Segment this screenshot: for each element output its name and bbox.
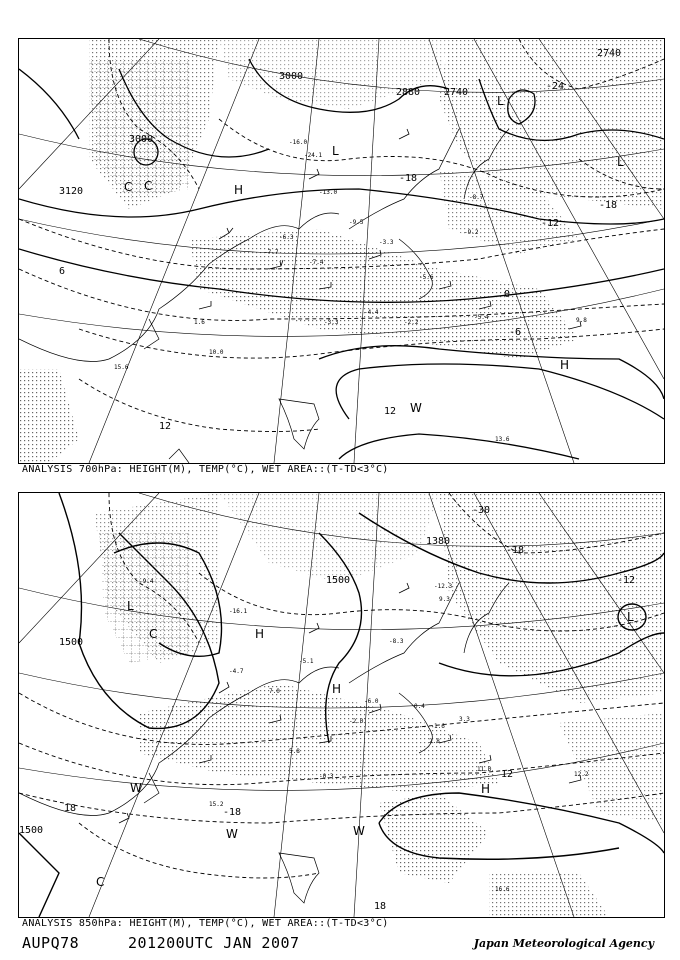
high-center: H <box>255 627 265 641</box>
height-label: 1500 <box>59 637 84 648</box>
temp-label: -12 <box>617 575 636 586</box>
station-value: 3.3 <box>459 716 470 723</box>
height-label: 1380 <box>426 536 451 547</box>
temp-label: 12 <box>159 421 172 432</box>
height-label: 2740 <box>444 87 469 98</box>
station-value: -0.3 <box>319 773 334 780</box>
low-center: L <box>332 144 339 158</box>
height-label: 2740 <box>597 48 622 59</box>
station-value: -8.7 <box>469 194 484 201</box>
station-value: -7.7 <box>264 249 279 256</box>
station-value: 11.0 <box>477 766 492 773</box>
temp-label: -30 <box>472 505 491 516</box>
height-label: 3000 <box>129 134 154 145</box>
station-value: -4.4 <box>364 309 379 316</box>
station-value: 15.2 <box>209 801 224 808</box>
station-value: -7.4 <box>309 259 324 266</box>
station-value: -9.2 <box>464 229 479 236</box>
height-label: 3120 <box>59 186 84 197</box>
station-value: 12.2 <box>574 771 589 778</box>
station-value: -16.1 <box>229 608 248 615</box>
station-value: -13.0 <box>319 189 338 196</box>
station-value: -16.0 <box>289 139 308 146</box>
low-center: L <box>617 155 624 169</box>
temp-label: 12 <box>501 769 514 780</box>
station-value: -2.2 <box>404 319 419 326</box>
station-value: 1.6 <box>434 723 445 730</box>
station-value: 0.4 <box>414 703 425 710</box>
temp-label: 18 <box>64 803 77 814</box>
valid-time: 201200UTC JAN 2007 <box>128 934 300 952</box>
cold-center: C <box>144 179 153 193</box>
station-value: -5.1 <box>299 658 314 665</box>
station-value: -6.3 <box>279 234 294 241</box>
agency-name: Japan Meteorological Agency <box>473 937 654 950</box>
station-value: 1.6 <box>194 319 205 326</box>
station-value: -3.3 <box>324 319 339 326</box>
station-value: 9.8 <box>576 317 587 324</box>
temp-label: -18 <box>506 545 525 556</box>
caption-700hpa: ANALYSIS 700hPa: HEIGHT(M), TEMP(°C), WET AREA::(T-TD<3°C) <box>22 464 389 475</box>
height-label: 1500 <box>19 825 44 836</box>
station-value: 2.8 <box>429 738 440 745</box>
temp-label: -6 <box>509 327 522 338</box>
cold-center: C <box>96 875 105 889</box>
station-value: 10.0 <box>209 349 224 356</box>
height-label: 2880 <box>396 87 421 98</box>
station-value: -3.3 <box>379 239 394 246</box>
temp-label: -18 <box>399 173 418 184</box>
temp-label: -24 <box>546 81 565 92</box>
station-value: -4.7 <box>229 668 244 675</box>
station-value: -8.3 <box>389 638 404 645</box>
chart-code: AUPQ78 <box>22 934 80 952</box>
cold-center: C <box>149 627 158 641</box>
warm-center: W <box>130 781 142 795</box>
station-value: -2.0 <box>349 718 364 725</box>
map-700hpa-svg <box>19 39 664 463</box>
temp-label: -12 <box>541 218 560 229</box>
station-value: -9.5 <box>349 219 364 226</box>
station-value: 15.6 <box>114 364 129 371</box>
high-center: H <box>481 782 491 796</box>
caption-850hpa: ANALYSIS 850hPa: HEIGHT(M), TEMP(°C), WET AREA::(T-TD<3°C) <box>22 918 389 929</box>
temp-label: -18 <box>223 807 242 818</box>
station-value: 5.8 <box>289 748 300 755</box>
cold-center: C <box>124 180 133 194</box>
low-center: L <box>627 610 634 624</box>
station-value: -5.4 <box>474 314 489 321</box>
station-value: -24.1 <box>304 152 323 159</box>
temp-label: 0 <box>504 289 511 300</box>
station-value: -9.4 <box>139 578 154 585</box>
high-center: H <box>560 358 570 372</box>
wet-area-shading <box>94 493 664 917</box>
map-panel-850hpa <box>18 492 665 918</box>
temp-label: 18 <box>374 901 387 912</box>
station-value: 13.6 <box>495 436 510 443</box>
station-value: 9.3 <box>439 596 450 603</box>
high-center: H <box>234 183 244 197</box>
warm-center: W <box>353 824 365 838</box>
warm-center: W <box>410 401 422 415</box>
height-label: 3000 <box>279 71 304 82</box>
station-value: -6.0 <box>364 698 379 705</box>
warm-center: W <box>226 827 238 841</box>
station-value: -12.3 <box>434 583 453 590</box>
map-panel-700hpa <box>18 38 665 464</box>
low-center: L <box>497 94 504 108</box>
station-value: 16.6 <box>495 886 510 893</box>
temp-label: -18 <box>599 200 618 211</box>
map-850hpa-svg <box>19 493 664 917</box>
low-center: L <box>127 599 134 613</box>
height-label: 1500 <box>326 575 351 586</box>
station-value: -5.6 <box>419 274 434 281</box>
high-center: H <box>332 682 342 696</box>
temp-label: 12 <box>384 406 397 417</box>
station-value: 7.0 <box>269 688 280 695</box>
temp-label: 6 <box>59 266 66 277</box>
